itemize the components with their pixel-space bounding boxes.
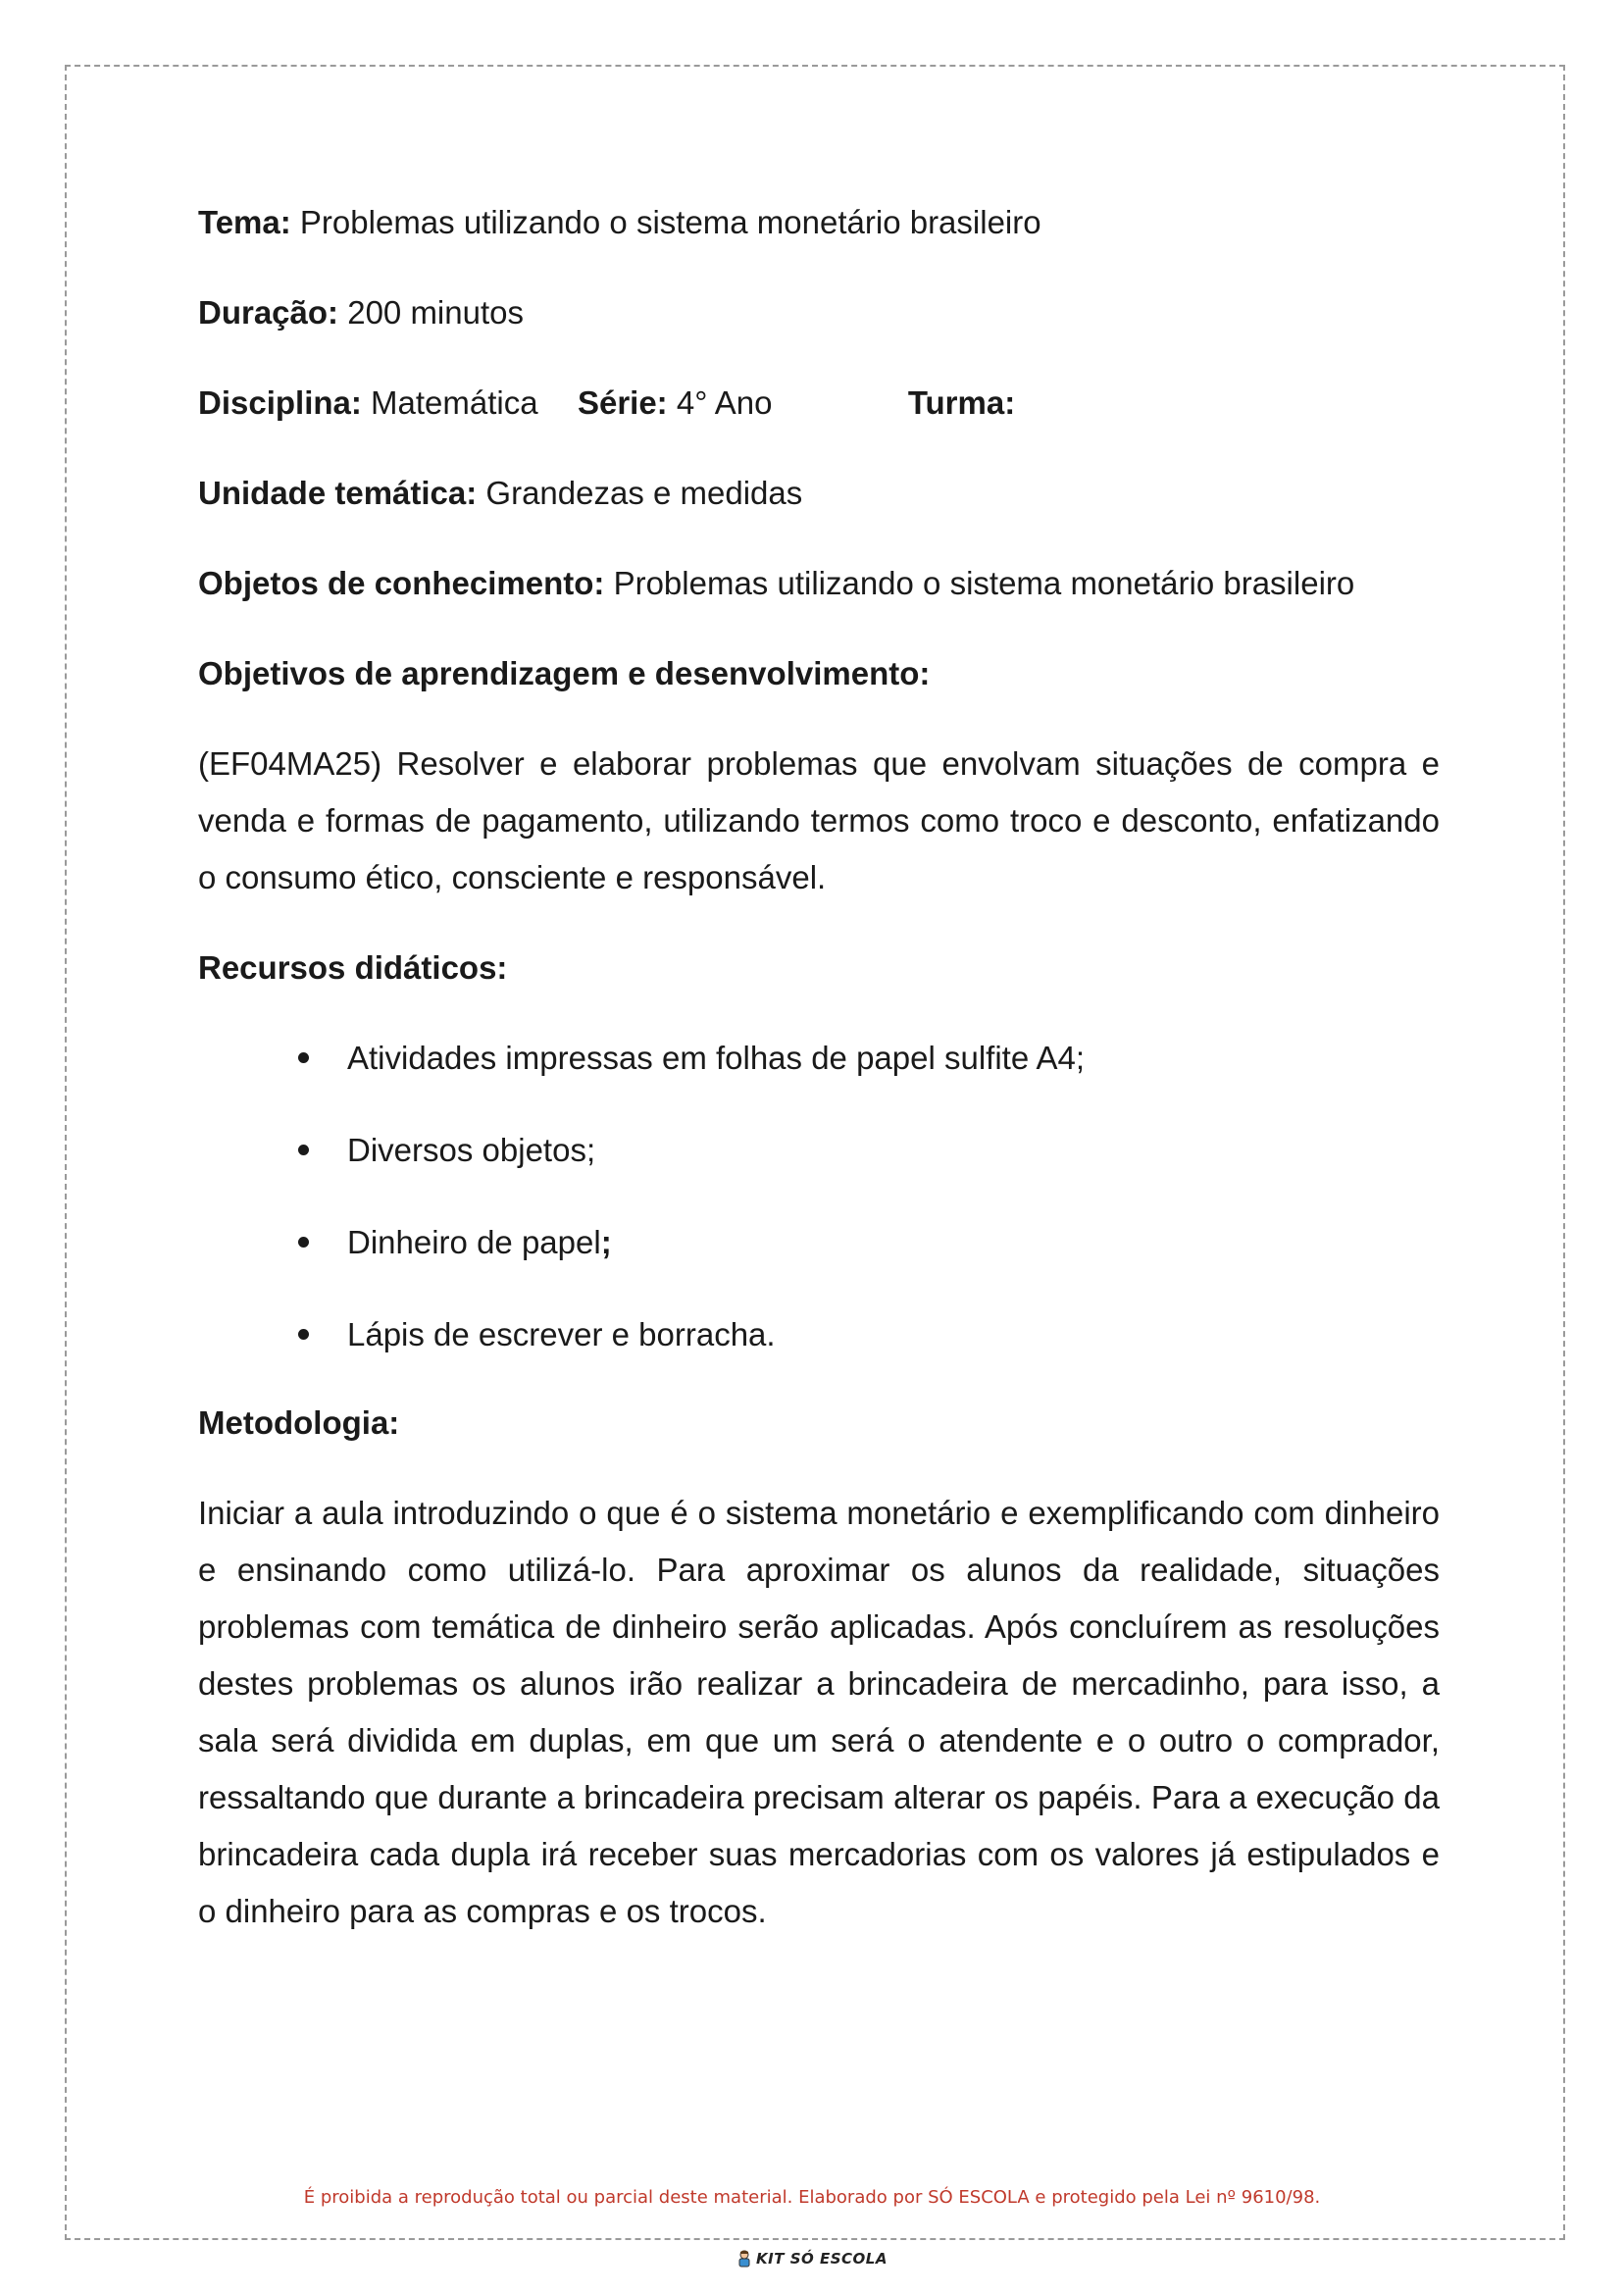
- objetivos-text: (EF04MA25) Resolver e elaborar problemas que envolvam situações de compra e venda e formas de pagamento, utilizando termos como troco e desconto, enfatizando o consumo ético, consciente e responsável.: [198, 745, 1440, 895]
- bullet-icon: [298, 1145, 309, 1155]
- brand-text: KIT SÓ ESCOLA: [756, 2250, 888, 2268]
- bullet-icon: [298, 1329, 309, 1340]
- disciplina-value: Matemática: [371, 384, 538, 421]
- objetos-value: Problemas utilizando o sistema monetário brasileiro: [613, 565, 1355, 601]
- list-item: Dinheiro de papel;: [198, 1214, 1440, 1271]
- unidade-value: Grandezas e medidas: [485, 475, 803, 511]
- list-item: Lápis de escrever e borracha.: [198, 1306, 1440, 1363]
- disciplina-label: Disciplina:: [198, 384, 362, 421]
- metodologia-text: Iniciar a aula introduzindo o que é o sistema monetário e exemplificando com dinheiro e ensinando como utilizá-lo. Para aproximar os alunos da realidade, situações problemas com temática de dinheiro serão aplicadas. Após concluírem as resoluções destes problemas os alunos irão realizar a brincadeira de mercadinho, para isso, a sala será dividida em duplas, em que um será o atendente e o outro o comprador, ressaltando que durante a brincadeira precisam alterar os papéis. Para a execução da brincadeira cada dupla irá receber suas mercadorias com os valores já estipulados e o dinheiro para as compras e os trocos.: [198, 1495, 1440, 1929]
- unidade-label: Unidade temática:: [198, 475, 478, 511]
- serie-label: Série:: [577, 384, 668, 421]
- turma-label: Turma:: [907, 384, 1016, 421]
- recursos-heading: Recursos didáticos:: [198, 949, 508, 986]
- duracao-row: [198, 284, 1440, 341]
- duracao-value: 200 minutos: [347, 294, 524, 331]
- list-item: Diversos objetos;: [198, 1122, 1440, 1179]
- brand-logo: [0, 2250, 1624, 2268]
- copyright-notice: É proibida a reprodução total ou parcial deste material. Elaborado por SÓ ESCOLA e protegido pela Lei nº 9610/98.: [303, 2187, 1321, 2208]
- objetos-label: Objetos de conhecimento:: [198, 565, 605, 601]
- disciplina-row: [198, 375, 1440, 432]
- serie-value: 4° Ano: [676, 384, 773, 421]
- bullet-icon: [298, 1052, 309, 1063]
- unidade-row: [198, 465, 1440, 522]
- duracao-label: Duração:: [198, 294, 339, 331]
- bullet-icon: [298, 1237, 309, 1248]
- tema-label: Tema:: [198, 204, 291, 240]
- objetos-row: [198, 555, 1440, 612]
- metodologia-heading: Metodologia:: [198, 1404, 400, 1441]
- list-item: Atividades impressas em folhas de papel sulfite A4;: [198, 1030, 1440, 1087]
- recursos-list: [198, 1030, 1440, 1363]
- lesson-plan: [198, 194, 1440, 1973]
- student-icon: [736, 2250, 752, 2268]
- tema-value: Problemas utilizando o sistema monetário brasileiro: [299, 204, 1041, 240]
- objetivos-heading: Objetivos de aprendizagem e desenvolvimento:: [198, 655, 931, 691]
- tema-row: [198, 194, 1440, 251]
